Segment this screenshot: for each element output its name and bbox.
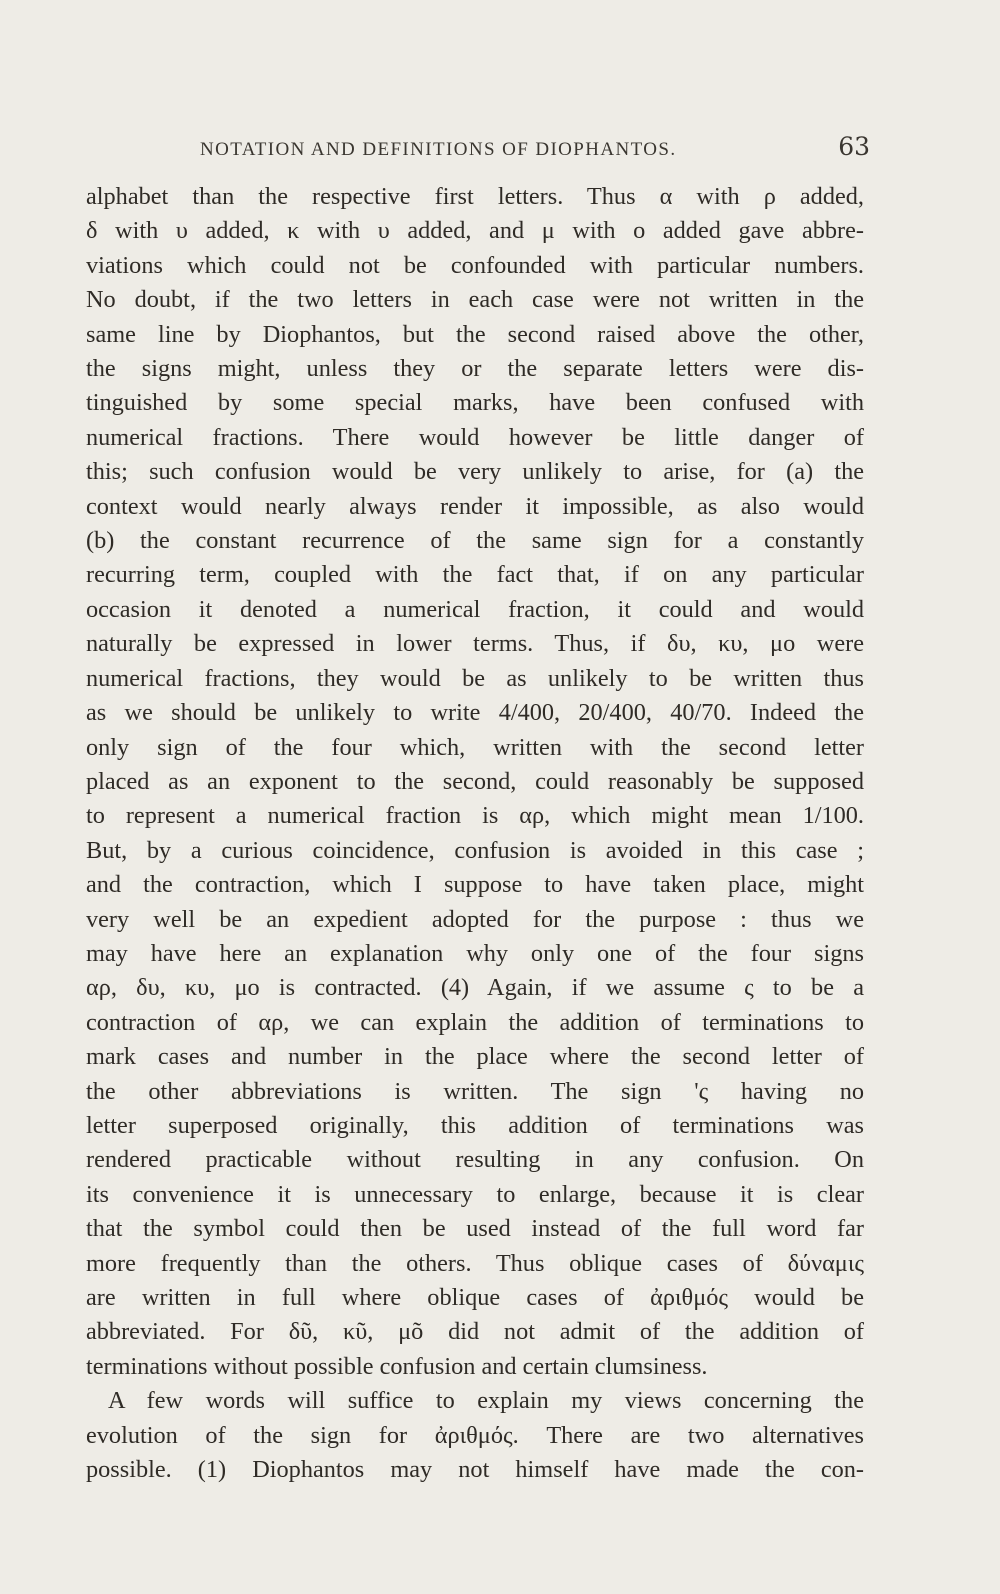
running-head: NOTATION AND DEFINITIONS OF DIOPHANTOS. (200, 139, 677, 160)
text-line: numerical fractions, they would be as unlikely to be written thus (86, 664, 864, 692)
page-header (88, 132, 870, 161)
text-line: contraction of αρ, we can explain the addition of terminations to (86, 1008, 864, 1036)
text-line: recurring term, coupled with the fact that, if on any particular (86, 561, 864, 589)
text-line: naturally be expressed in lower terms. Thus, if δυ, κυ, μο were (86, 630, 864, 658)
text-line: A few words will suffice to explain my views concerning the (108, 1387, 864, 1415)
text-line: that the symbol could then be used instead of the full word far (86, 1215, 864, 1243)
text-line: numerical fractions. There would however be little danger of (86, 423, 864, 451)
text-line: But, by a curious coincidence, confusion is avoided in this case ; (86, 836, 864, 864)
text-line: δ with υ added, κ with υ added, and μ with ο added gave abbre- (86, 217, 864, 245)
text-line: mark cases and number in the place where the second letter of (86, 1043, 864, 1071)
text-line: rendered practicable without resulting in any confusion. On (86, 1146, 864, 1174)
text-line: evolution of the sign for ἀριθμός. There are two alternatives (86, 1421, 864, 1449)
text-line: (b) the constant recurrence of the same sign for a constantly (86, 527, 864, 555)
text-line: same line by Diophantos, but the second raised above the other, (86, 320, 864, 348)
text-line: abbreviated. For δῦ, κῦ, μõ did not admit of the addition of (86, 1318, 864, 1346)
text-line: as we should be unlikely to write 4/400, 20/400, 40/70. Indeed the (86, 699, 864, 727)
text-line: occasion it denoted a numerical fraction, it could and would (86, 595, 864, 623)
text-line: context would nearly always render it impossible, as also would (86, 492, 864, 520)
text-line: placed as an exponent to the second, could reasonably be supposed (86, 767, 864, 795)
text-line: terminations without possible confusion and certain clumsiness. (86, 1352, 708, 1380)
page-number: 63 (838, 132, 870, 161)
text-line: alphabet than the respective first letters. Thus α with ρ added, (86, 183, 864, 210)
text-line: letter superposed originally, this addition of terminations was (86, 1111, 864, 1139)
text-line: are written in full where oblique cases of ἀριθμός would be (86, 1284, 864, 1311)
text-line: may have here an explanation why only one of the four signs (86, 939, 864, 967)
body-text (86, 180, 864, 1487)
text-line: the other abbreviations is written. The sign 'ς having no (86, 1077, 864, 1105)
text-line: more frequently than the others. Thus oblique cases of δύναμις (86, 1249, 864, 1277)
text-line: viations which could not be confounded with particular numbers. (86, 251, 864, 279)
text-line: and the contraction, which I suppose to have taken place, might (86, 871, 864, 899)
text-line: to represent a numerical fraction is αρ, which might mean 1/100. (86, 802, 864, 830)
text-line: its convenience it is unnecessary to enlarge, because it is clear (86, 1180, 864, 1208)
text-line: No doubt, if the two letters in each case were not written in the (86, 286, 864, 314)
text-line: this; such confusion would be very unlikely to arise, for (a) the (86, 458, 864, 486)
text-line: only sign of the four which, written with the second letter (86, 733, 864, 761)
text-line: αρ, δυ, κυ, μο is contracted. (4) Again, if we assume ς to be a (86, 974, 864, 1002)
text-line: tinguished by some special marks, have been confused with (86, 389, 864, 417)
text-line: possible. (1) Diophantos may not himself have made the con- (86, 1456, 864, 1484)
text-line: the signs might, unless they or the separate letters were dis- (86, 355, 864, 383)
text-line: very well be an expedient adopted for the purpose : thus we (86, 905, 864, 933)
